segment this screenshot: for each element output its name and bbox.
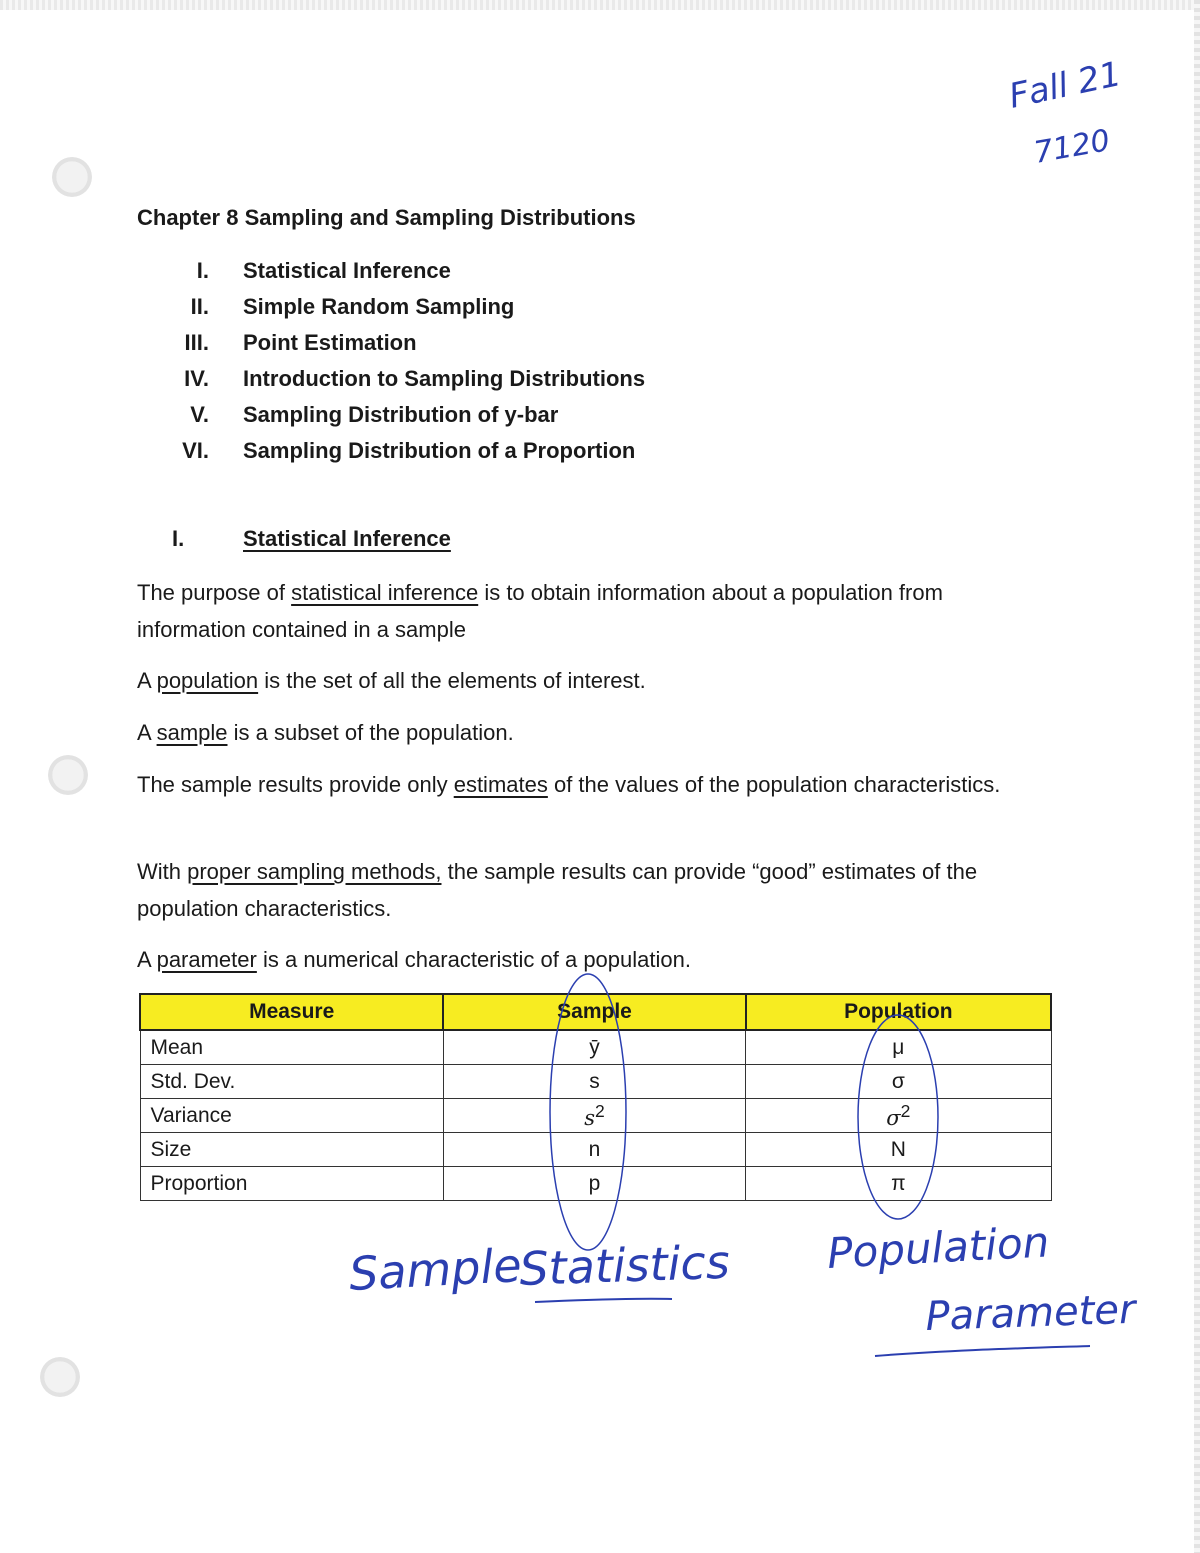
- term-statistical-inference: statistical inference: [291, 580, 479, 605]
- header-sample: Sample: [443, 994, 745, 1030]
- sample-variance-exponent: 2: [595, 1100, 605, 1121]
- paragraph-text: the sample results can provide “good” estimates of the population characteristics.: [137, 859, 978, 921]
- measure-cell: Size: [140, 1133, 443, 1167]
- paragraph-text: The purpose of: [137, 580, 292, 605]
- toc-item-number: II.: [190, 294, 209, 319]
- annotation-population: Population: [825, 1217, 1051, 1278]
- annotation-statistics: Statistics: [518, 1234, 731, 1296]
- population-column-circle: [858, 1015, 938, 1219]
- toc-item-text: Introduction to Sampling Distributions: [243, 366, 646, 391]
- population-cell: μ: [746, 1030, 1051, 1065]
- section-title: Statistical Inference: [243, 526, 451, 551]
- term-estimates: estimates: [453, 772, 548, 797]
- population-cell: π: [746, 1167, 1051, 1201]
- toc-item-text: Simple Random Sampling: [243, 294, 515, 319]
- toc-item-number: I.: [196, 258, 209, 283]
- annotation-sample: Sample: [347, 1238, 523, 1301]
- paragraph-text: A: [137, 947, 157, 972]
- measure-cell: Mean: [140, 1030, 443, 1065]
- measure-cell: Proportion: [140, 1167, 443, 1201]
- sample-cell: n: [443, 1133, 745, 1167]
- header-population: Population: [746, 994, 1051, 1030]
- term-proper-sampling-methods: proper sampling methods,: [187, 859, 442, 884]
- toc-item-text: Sampling Distribution of y-bar: [243, 402, 559, 427]
- paragraph-text: The sample results provide only: [137, 772, 454, 797]
- sample-cell: ȳ: [443, 1030, 745, 1065]
- toc-item-text: Sampling Distribution of a Proportion: [243, 438, 636, 463]
- population-variance-symbol: σ: [886, 1105, 901, 1130]
- paragraph-text: is the set of all the elements of interest.: [258, 668, 646, 693]
- toc-item-text: Point Estimation: [243, 330, 417, 355]
- paragraph-text: is a numerical characteristic of a population.: [256, 947, 691, 972]
- annotation-parameter: Parameter: [924, 1286, 1137, 1340]
- measure-cell: Std. Dev.: [140, 1065, 443, 1099]
- section-number: I.: [172, 526, 185, 551]
- chapter-title: Chapter 8 Sampling and Sampling Distributions: [137, 205, 636, 230]
- toc-item-number: III.: [184, 330, 209, 355]
- paragraph-text: is to obtain information about a population from information contained in a sample: [137, 580, 943, 642]
- sample-cell: p: [443, 1167, 745, 1201]
- handwritten-note-line2: 7120: [1031, 123, 1113, 171]
- paragraph-text: A: [137, 720, 157, 745]
- paragraph-text: is a subset of the population.: [227, 720, 514, 745]
- term-sample: sample: [156, 720, 228, 745]
- paragraph-text: A: [137, 668, 157, 693]
- toc-item-number: V.: [190, 402, 209, 427]
- population-cell: σ: [746, 1065, 1051, 1099]
- population-cell: N: [746, 1133, 1051, 1167]
- annotation-underline-statistics: [535, 1299, 672, 1302]
- handwritten-note-line1: Fall 21: [1005, 54, 1125, 117]
- toc-item-text: Statistical Inference: [243, 258, 451, 283]
- term-parameter: parameter: [156, 947, 257, 972]
- term-population: population: [156, 668, 259, 693]
- toc-item-number: VI.: [182, 438, 209, 463]
- population-variance-exponent: 2: [900, 1100, 911, 1121]
- paragraph-text: With: [137, 859, 188, 884]
- measure-cell: Variance: [140, 1099, 443, 1133]
- annotation-underline-parameter: [875, 1346, 1090, 1356]
- toc-item-number: IV.: [184, 366, 209, 391]
- paragraph-text: of the values of the population characteristics.: [547, 772, 1001, 797]
- header-measure: Measure: [140, 994, 443, 1030]
- sample-column-circle: [550, 974, 626, 1250]
- sample-cell: s: [443, 1065, 745, 1099]
- sample-variance-symbol: s: [584, 1105, 596, 1130]
